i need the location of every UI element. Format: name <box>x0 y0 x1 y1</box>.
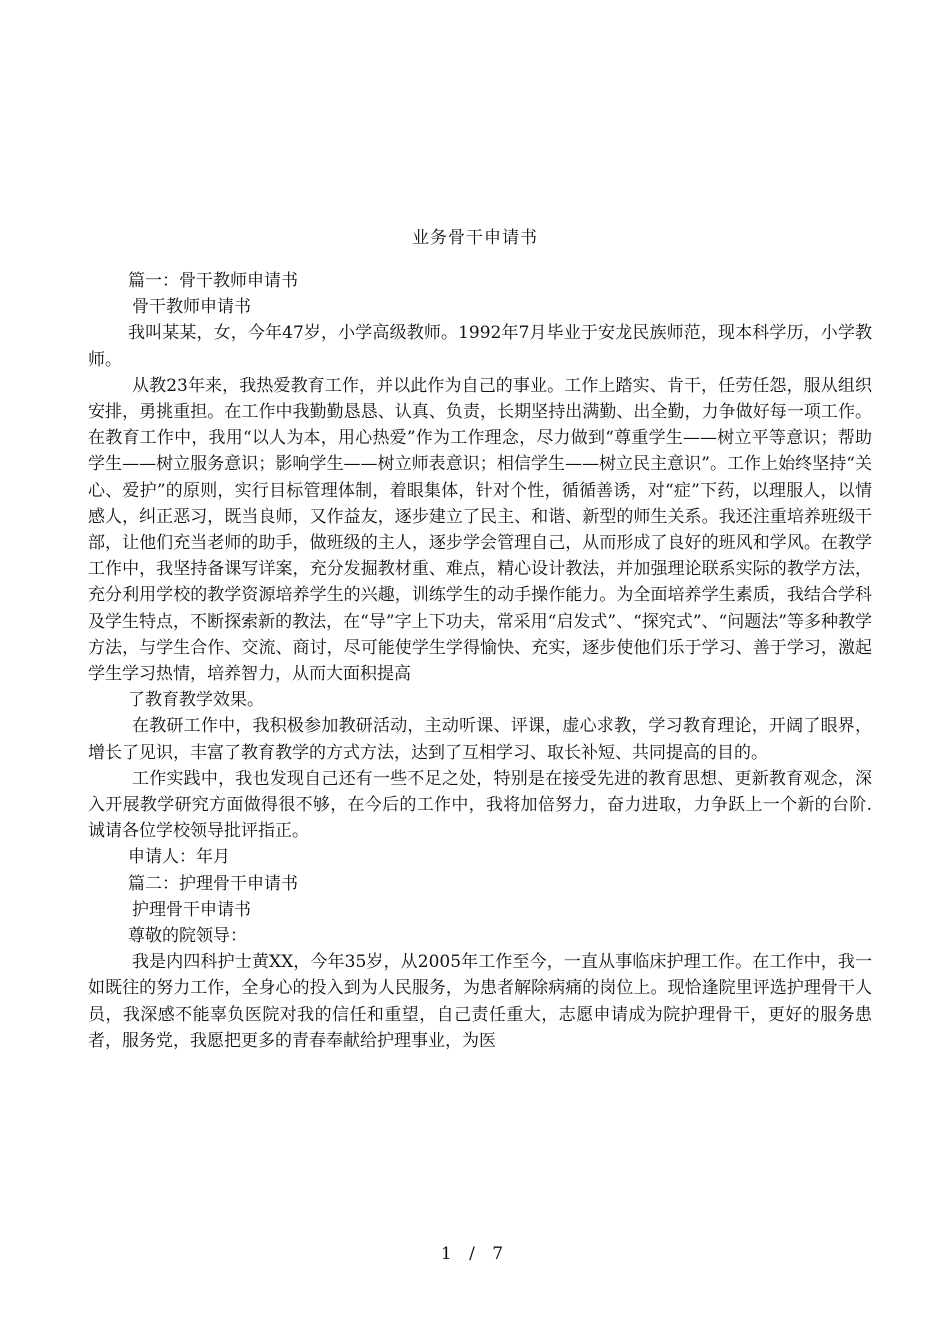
paragraph: 了教育教学效果。 <box>128 690 264 711</box>
paragraph: 在教研工作中，我积极参加教研活动，主动听课、评课，虚心求教，学习教育理论，开阔了眼界，增长了见识，丰富了教育教学的方式方法，达到了互相学习、取长补短、共同提高的目的。 <box>88 716 872 763</box>
paragraph: 骨干教师申请书 <box>132 297 251 318</box>
paragraph: 申请人：年月 <box>128 847 230 868</box>
paragraph: 篇一：骨干教师申请书 <box>128 271 298 291</box>
paragraph: 从教23年来，我热爱教育工作，并以此作为自己的事业。工作上踏实、肯干，任劳任怨，服从组织安排，勇挑重担。在工作中我勤勤恳恳、认真、负责，长期坚持出满勤、出全勤，力争做好每一项工作。在教育工作中，我用“以人为本，用心热爱”作为工作理念，尽力做到“尊重学生——树立平等意识；帮助学生——树立服务意识；影响学生——树立师表意识；相信学生——树立民主意识”。工作上始终坚持“关心、爱护”的原则，实行目标管理体制，着眼集体，针对个性，循循善诱，对“症”下药，以理服人，以情感人，纠正恶习，既当良师，又作益友，逐步建立了民主、和谐、新型的师生关系。我还注重培养班级干部，让他们充当老师的助手，做班级的主人，逐步学会管理自己，从而形成了良好的班风和学风。在教学工作中，我坚持备课写详案，充分发掘教材重、难点，精心设计教法，并加强理论联系实际的教学方法，充分利用学校的教学资源培养学生的兴趣，训练学生的动手操作能力。为全面培养学生素质，我结合学科及学生特点，不断探索新的教法，在“导”字上下功夫，常采用“启发式”、“探究式”、“问题法”等多种教学方法，与学生合作、交流、商讨，尽可能使学生学得愉快、充实，逐步使他们乐于学习、善于学习，激起学生学习热情，培养智力，从而大面积提高 <box>88 375 872 685</box>
paragraph: 篇二：护理骨干申请书 <box>128 873 298 894</box>
paragraph: 工作实践中，我也发现自己还有一些不足之处，特别是在接受先进的教育思想、更新教育观念，深入开展教学研究方面做得很不够，在今后的工作中，我将加倍努力，奋力进取，力争跃上一个新的台阶.诚请各位学校领导批评指正。 <box>88 768 872 842</box>
paragraph: 我是内四科护士黄XX，今年35岁，从2005年工作至今，一直从事临床护理工作。在工作中，我一如既往的努力工作，全身心的投入到为人民服务，为患者解除病痛的岗位上。现恰逢院里评选护理骨干人员，我深感不能辜负医院对我的信任和重望，自己责任重大，志愿申请成为院护理骨干，更好的服务患者，服务党，我愿把更多的青春奉献给护理事业，为医 <box>88 952 872 1051</box>
paragraph: 尊敬的院领导： <box>128 926 247 947</box>
paragraph: 护理骨干申请书 <box>132 899 251 920</box>
document-title: 业务骨干申请书 <box>412 228 538 248</box>
document-body <box>88 268 872 1054</box>
paragraph: 我叫某某，女，今年47岁，小学高级教师。1992年7月毕业于安龙民族师范，现本科学历，小学教师。 <box>88 323 872 370</box>
page-indicator: 1 / 7 <box>440 1244 510 1264</box>
